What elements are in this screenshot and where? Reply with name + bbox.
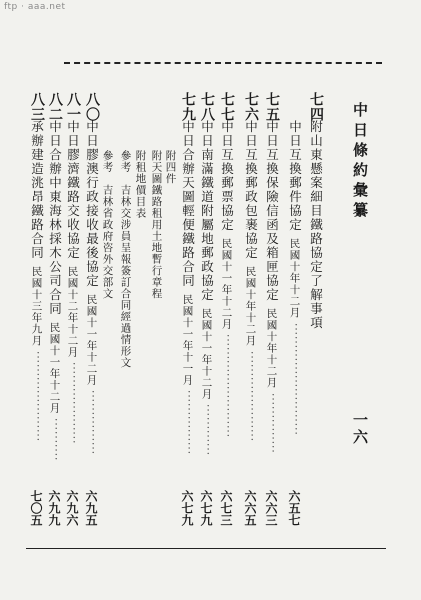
entry-date: 民國十一年十二月 (85, 294, 98, 386)
entry-title: 中日互換郵政包裹協定 (243, 120, 259, 260)
entry-date: 民國十一年十二月 (200, 308, 213, 400)
entry-date: 民國十三年九月 (30, 266, 43, 347)
entry-number: 七五 (264, 92, 280, 122)
entry-page: 六七九 (180, 490, 194, 526)
entry-page: 六九九 (47, 490, 61, 526)
entry-date: 民國十一年十一月 (181, 294, 194, 386)
entry-title: 中日南滿鐵道附屬地郵政協定 (199, 120, 215, 302)
entry-number: 七九 (180, 92, 196, 122)
entry-title: 中日膠澳行政接收最後協定 (84, 120, 100, 288)
entry-title: 附租地價目表 (134, 150, 147, 219)
entry-title: 中日互換郵件協定 (287, 120, 303, 232)
entry-title: 中日互換保險信函及箱匣協定 (264, 120, 280, 302)
entry-title: 參考 吉林交涉員呈報簽訂合同經過情形文 (119, 150, 132, 369)
entry-date: 民國十年十二月 (244, 266, 257, 347)
entry-number: 八二 (47, 92, 63, 122)
entry-title: 中日互換郵票協定 (219, 120, 235, 232)
entry-number: 八一 (65, 92, 81, 122)
entry-date: 民國十二年十二月 (66, 266, 79, 358)
entry-title: 附山東懸案細目鐵路協定了解事項 (308, 120, 324, 330)
top-dashed-rule (64, 62, 382, 64)
entry-number: 七六 (243, 92, 259, 122)
leader-dots: ··················· (67, 362, 80, 445)
running-title: 中日條約彙纂 (351, 102, 369, 222)
entry-page: 七〇五 (29, 490, 43, 526)
entry-title: 參考 吉林省政府咨外交部文 (101, 150, 114, 300)
leader-dots: ·························· (289, 323, 302, 436)
entry-title: 附四件 (164, 150, 177, 185)
entry-title: 中日合辦天圖輕便鐵路合同 (180, 120, 196, 288)
entry-date: 民國十一年十二月 (220, 238, 233, 330)
entry-title: 中日膠濟鐵路交收協定 (65, 120, 81, 260)
watermark: ftp · aaa.net (4, 2, 66, 12)
entry-title: 中日合辦中東海林採木公司合同 (47, 120, 63, 316)
entry-number: 七八 (199, 92, 215, 122)
leader-dots: ··············· (86, 390, 99, 456)
entry-date: 民國十年十二月 (288, 238, 301, 319)
entry-page: 六七九 (199, 490, 213, 526)
page-number: 一六 (351, 412, 369, 446)
entry-page: 六六三 (264, 490, 278, 526)
entry-page: 六九六 (65, 490, 79, 526)
leader-dots: ····················· (31, 351, 44, 443)
entry-number: 八〇 (84, 92, 100, 122)
entry-page: 六六五 (243, 490, 257, 526)
bottom-rule (26, 548, 386, 549)
entry-page: 六九五 (84, 490, 98, 526)
entry-number: 七七 (219, 92, 235, 122)
leader-dots: ············ (201, 404, 214, 457)
leader-dots: ····················· (245, 351, 258, 443)
entry-title: 承辦建造洮昂鐵路合同 (29, 120, 45, 260)
leader-dots: ·············· (266, 393, 279, 454)
entry-page: 六五七 (287, 490, 301, 526)
entry-page: 六七三 (219, 490, 233, 526)
entry-number: 七四 (308, 92, 324, 122)
entry-title: 附天圖鐵路租用土地暫行章程 (150, 150, 163, 300)
leader-dots: ·········· (49, 418, 62, 462)
entry-number: 八三 (29, 92, 45, 122)
leader-dots: ··············· (182, 390, 195, 456)
entry-date: 民國十一年十二月 (48, 322, 61, 414)
entry-date: 民國十年十二月 (265, 308, 278, 389)
leader-dots: ························ (221, 334, 234, 439)
